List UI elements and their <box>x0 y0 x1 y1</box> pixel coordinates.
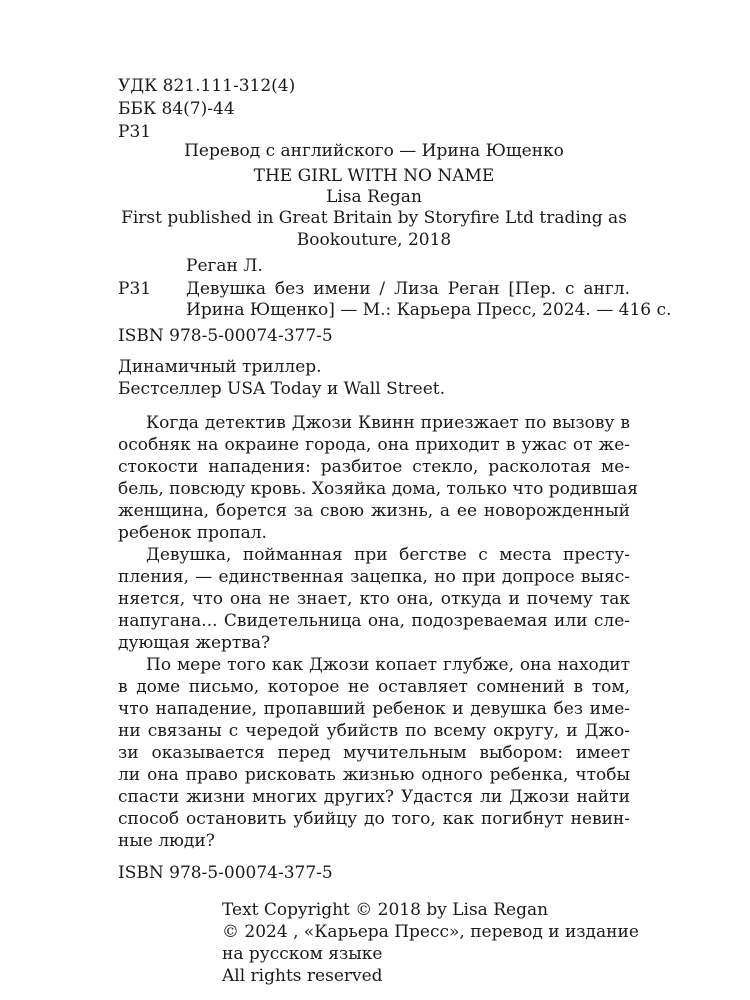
annotation-line: няется, что она не знает, кто она, откуда и почему так <box>118 589 630 609</box>
record-description: Девушка без имени / Лиза Реган [Пер. с англ. <box>186 279 630 299</box>
annotation-line: в доме письмо, которое не оставляет сомнений в том, <box>118 677 630 697</box>
genre-line: Бестселлер USA Today и Wall Street. <box>118 379 446 399</box>
annotation-line: По мере того как Джози копает глубже, она находит <box>146 655 630 675</box>
annotation-line: ли она право рисковать жизнью одного ребенка, чтобы <box>118 765 630 785</box>
genre-line: Динамичный триллер. <box>118 357 322 377</box>
original-publication-line: Bookouture, 2018 <box>296 230 452 250</box>
author-mark: Р31 <box>118 122 152 142</box>
annotation-line: что нападение, пропавший ребенок и девушка без име- <box>118 699 630 719</box>
udk-code: УДК 821.111-312(4) <box>118 76 296 96</box>
annotation-line: ребенок пропал. <box>118 523 267 543</box>
original-title: THE GIRL WITH NO NAME <box>253 166 495 186</box>
annotation-line: ные люди? <box>118 831 215 851</box>
original-author: Lisa Regan <box>326 187 422 207</box>
annotation-line: Девушка, пойманная при бегстве с места престу- <box>146 545 630 565</box>
record-author-heading: Реган Л. <box>186 256 263 276</box>
annotation-line: зи оказывается перед мучительным выбором: имеет <box>118 743 630 763</box>
record-mark: Р31 <box>118 279 152 299</box>
annotation-line: женщина, борется за свою жизнь, а ее новорожденный <box>118 501 630 521</box>
annotation-line: способ остановить убийцу до того, как погибнут невин- <box>118 809 630 829</box>
annotation-line: напугана... Свидетельница она, подозреваемая или сле- <box>118 611 630 631</box>
copyright-line: на русском языке <box>222 944 383 964</box>
copyright-line: © 2024 , «Карьера Пресс», перевод и издание <box>222 922 639 942</box>
annotation-line: особняк на окраине города, она приходит в ужас от же- <box>118 435 630 455</box>
translation-credit: Перевод с английского — Ирина Ющенко <box>184 141 564 161</box>
copyright-line: Text Copyright © 2018 by Lisa Regan <box>222 900 549 920</box>
record-description: Ирина Ющенко] — М.: Карьера Пресс, 2024. — 416 с. <box>186 300 672 320</box>
isbn-bottom: ISBN 978-5-00074-377-5 <box>118 863 333 883</box>
copyright-line: All rights reserved <box>222 966 383 986</box>
isbn-top: ISBN 978-5-00074-377-5 <box>118 326 333 346</box>
annotation-line: пления, — единственная зацепка, но при допросе выяс- <box>118 567 630 587</box>
annotation-line: спасти жизни многих других? Удастся ли Джози найти <box>118 787 630 807</box>
bbk-code: ББК 84(7)-44 <box>118 99 235 119</box>
annotation-line: бель, повсюду кровь. Хозяйка дома, только что родившая <box>118 479 638 499</box>
annotation-line: ни связаны с чередой убийств по всему округу, и Джо- <box>118 721 630 741</box>
original-publication-line: First published in Great Britain by Storyfire Ltd trading as <box>121 208 627 228</box>
annotation-line: дующая жертва? <box>118 633 271 653</box>
annotation-line: Когда детектив Джози Квинн приезжает по вызову в <box>146 413 630 433</box>
annotation-line: стокости нападения: разбитое стекло, расколотая ме- <box>118 457 630 477</box>
